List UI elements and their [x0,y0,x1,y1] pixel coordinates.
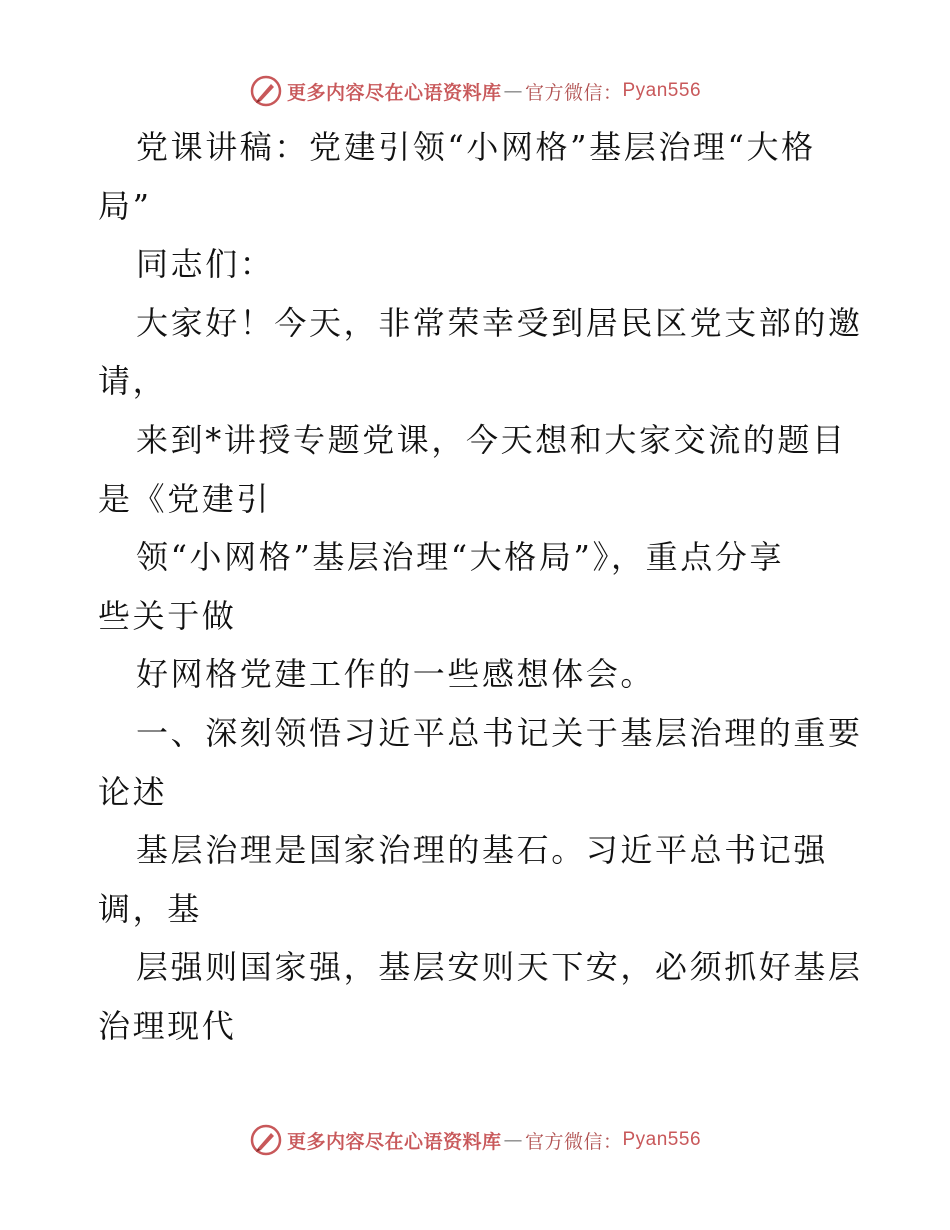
watermark-separator: — [503,80,523,102]
watermark-wechat-id: Pyan556 [622,80,702,101]
header-watermark [0,71,950,111]
document-line: 治理现代 [98,1006,237,1045]
document-line: 同志们： [136,245,275,284]
document-line: 局” [98,186,152,225]
document-line: 来到*讲授专题党课，今天想和大家交流的题目 [136,420,847,459]
watermark-wechat-id: Pyan556 [622,1129,702,1150]
document-line: 是《党建引 [98,479,272,518]
document-line: 一、深刻领悟习近平总书记关于基层治理的重要 [136,713,863,752]
document-line: 些关于做 [98,596,237,635]
pen-logo-icon [249,74,283,108]
footer-watermark [0,1120,950,1160]
pen-logo-icon [249,1123,283,1157]
watermark-main-text: 更多内容尽在心语资料库 [286,81,502,104]
document-line: 好网格党建工作的一些感想体会。 [136,655,656,694]
document-line: 论述 [98,772,168,811]
document-line: 层强则国家强，基层安则天下安，必须抓好基层 [136,948,863,987]
document-line: 调，基 [98,889,202,928]
document-line: 请， [98,362,168,401]
document-line: 基层治理是国家治理的基石。习近平总书记强 [136,831,829,870]
document-body [98,118,863,1056]
watermark-sub-text: 官方微信： [524,81,623,104]
watermark-sub-text: 官方微信： [524,1130,623,1153]
watermark-separator: — [503,1129,523,1151]
document-line: 党课讲稿：党建引领“小网格”基层治理“大格 [136,128,816,166]
document-line: 大家好！今天，非常荣幸受到居民区党支部的邀 [136,303,863,342]
document-line: 领“小网格”基层治理“大格局”》，重点分享 [136,538,785,577]
watermark-main-text: 更多内容尽在心语资料库 [286,1130,502,1153]
